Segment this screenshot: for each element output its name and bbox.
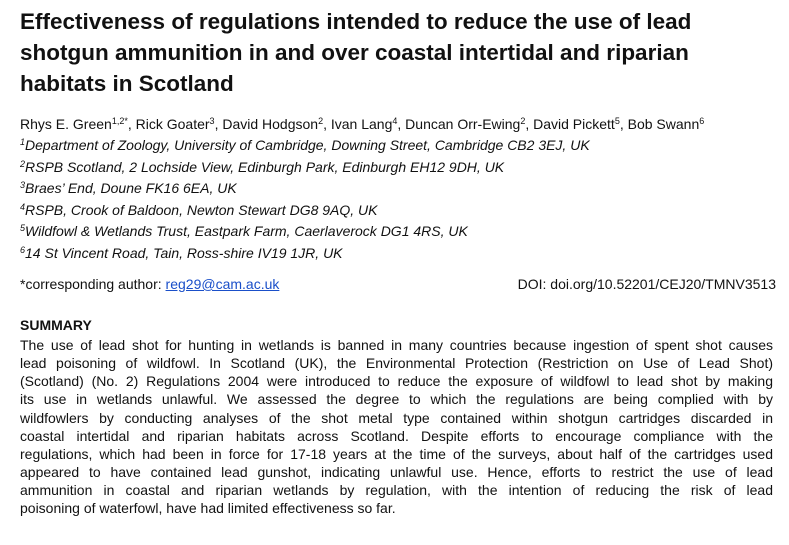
summary-line: regulations, which had been in force for 17-18 years at the time of the surveys, about half of the cartridges used — [20, 445, 773, 462]
summary-line: coastal intertidal and riparian habitats across Scotland. Despite efforts to encourage compliance with the — [20, 427, 773, 444]
title-line: habitats in Scotland — [20, 71, 234, 96]
doi-text: DOI: doi.org/10.52201/CEJ20/TMNV3513 — [517, 276, 776, 292]
author-name: Rick Goater — [135, 116, 210, 132]
affiliation — [20, 200, 590, 222]
affiliation — [20, 221, 590, 243]
author-name: David Hodgson — [222, 116, 319, 132]
affiliation-number: 5 — [20, 223, 26, 233]
affiliation — [20, 243, 590, 265]
summary-line: poisoning of waterfowl, have had limited effectiveness so far. — [20, 500, 396, 517]
author-affiliation-marker: 5 — [614, 116, 620, 126]
author-affiliation-marker: 2 — [318, 116, 324, 126]
corresponding-author — [20, 276, 279, 292]
affiliation-text: RSPB Scotland, 2 Lochside View, Edinburgh Park, Edinburgh EH12 9DH, UK — [25, 158, 505, 175]
author-email-link[interactable]: reg29@cam.ac.uk — [165, 276, 280, 292]
author-separator: , — [619, 116, 628, 132]
author-name: David Pickett — [533, 116, 615, 132]
summary-line: ammunition in coastal and riparian wetlands by regulation, with the intention of reducing the risk of lead — [20, 482, 773, 499]
affiliation-text: RSPB, Crook of Baldoon, Newton Stewart DG8 9AQ, UK — [25, 201, 378, 218]
affiliation-number: 3 — [20, 180, 26, 190]
author-list — [20, 115, 704, 133]
affiliation-text: Braes’ End, Doune FK16 6EA, UK — [25, 180, 237, 196]
author-separator: , — [397, 116, 406, 132]
author-separator: , — [127, 116, 136, 132]
author-affiliation-marker: 1,2* — [111, 116, 128, 126]
author-name: Bob Swann — [627, 116, 700, 132]
affiliation — [20, 157, 590, 179]
affiliation-text: Department of Zoology, University of Cambridge, Downing Street, Cambridge CB2 3EJ, UK — [25, 137, 590, 153]
affiliation-number: 2 — [20, 158, 26, 169]
author-name: Duncan Orr-Ewing — [405, 116, 521, 132]
author-separator: , — [323, 116, 331, 132]
paper-title — [20, 6, 780, 99]
affiliation-number: 4 — [20, 201, 26, 212]
author-affiliation-marker: 3 — [209, 116, 215, 126]
affiliation — [20, 178, 590, 200]
title-line: Effectiveness of regulations intended to reduce the use of lead — [20, 9, 692, 34]
affiliation — [20, 135, 590, 157]
summary-line: (Scotland) (No. 2) Regulations 2004 were introduced to reduce the exposure of wildfowl to lead shot by making — [20, 373, 773, 390]
author-affiliation-marker: 4 — [392, 116, 398, 126]
affiliation-text: 14 St Vincent Road, Tain, Ross-shire IV19 1JR, UK — [25, 244, 343, 261]
summary-line: its use in wetlands unlawful. We assessed the degree to which the regulations are being complied with by — [20, 391, 773, 408]
author-name: Ivan Lang — [330, 116, 393, 132]
summary-line: The use of lead shot for hunting in wetlands is banned in many countries because ingestion of spent shot causes — [20, 337, 773, 353]
author-separator: , — [525, 116, 534, 132]
author-name: Rhys E. Green — [20, 116, 112, 132]
affiliation-list — [20, 135, 590, 264]
affiliation-number: 6 — [20, 244, 26, 255]
affiliation-text: Wildfowl & Wetlands Trust, Eastpark Farm, Caerlaverock DG1 4RS, UK — [25, 223, 468, 239]
author-affiliation-marker: 2 — [520, 116, 526, 126]
summary-line: wildfowlers by conducting analyses of the shot metal type contained within shotgun cartridges discarded in — [20, 409, 773, 426]
summary-line: appeared to have contained lead gunshot, indicating unlawful use. Hence, efforts to restrict the use of lead — [20, 464, 773, 481]
summary-line: lead poisoning of wildfowl. In Scotland (UK), the Environmental Protection (Restriction on Use of Lead Shot) — [20, 355, 773, 372]
summary-heading: SUMMARY — [20, 317, 92, 333]
title-line: shotgun ammunition in and over coastal intertidal and riparian — [20, 40, 689, 65]
summary-body — [20, 336, 773, 518]
corresponding-author-label: *corresponding author: — [20, 276, 166, 292]
author-separator: , — [214, 116, 223, 132]
affiliation-number: 1 — [20, 137, 26, 147]
author-affiliation-marker: 6 — [699, 116, 705, 126]
